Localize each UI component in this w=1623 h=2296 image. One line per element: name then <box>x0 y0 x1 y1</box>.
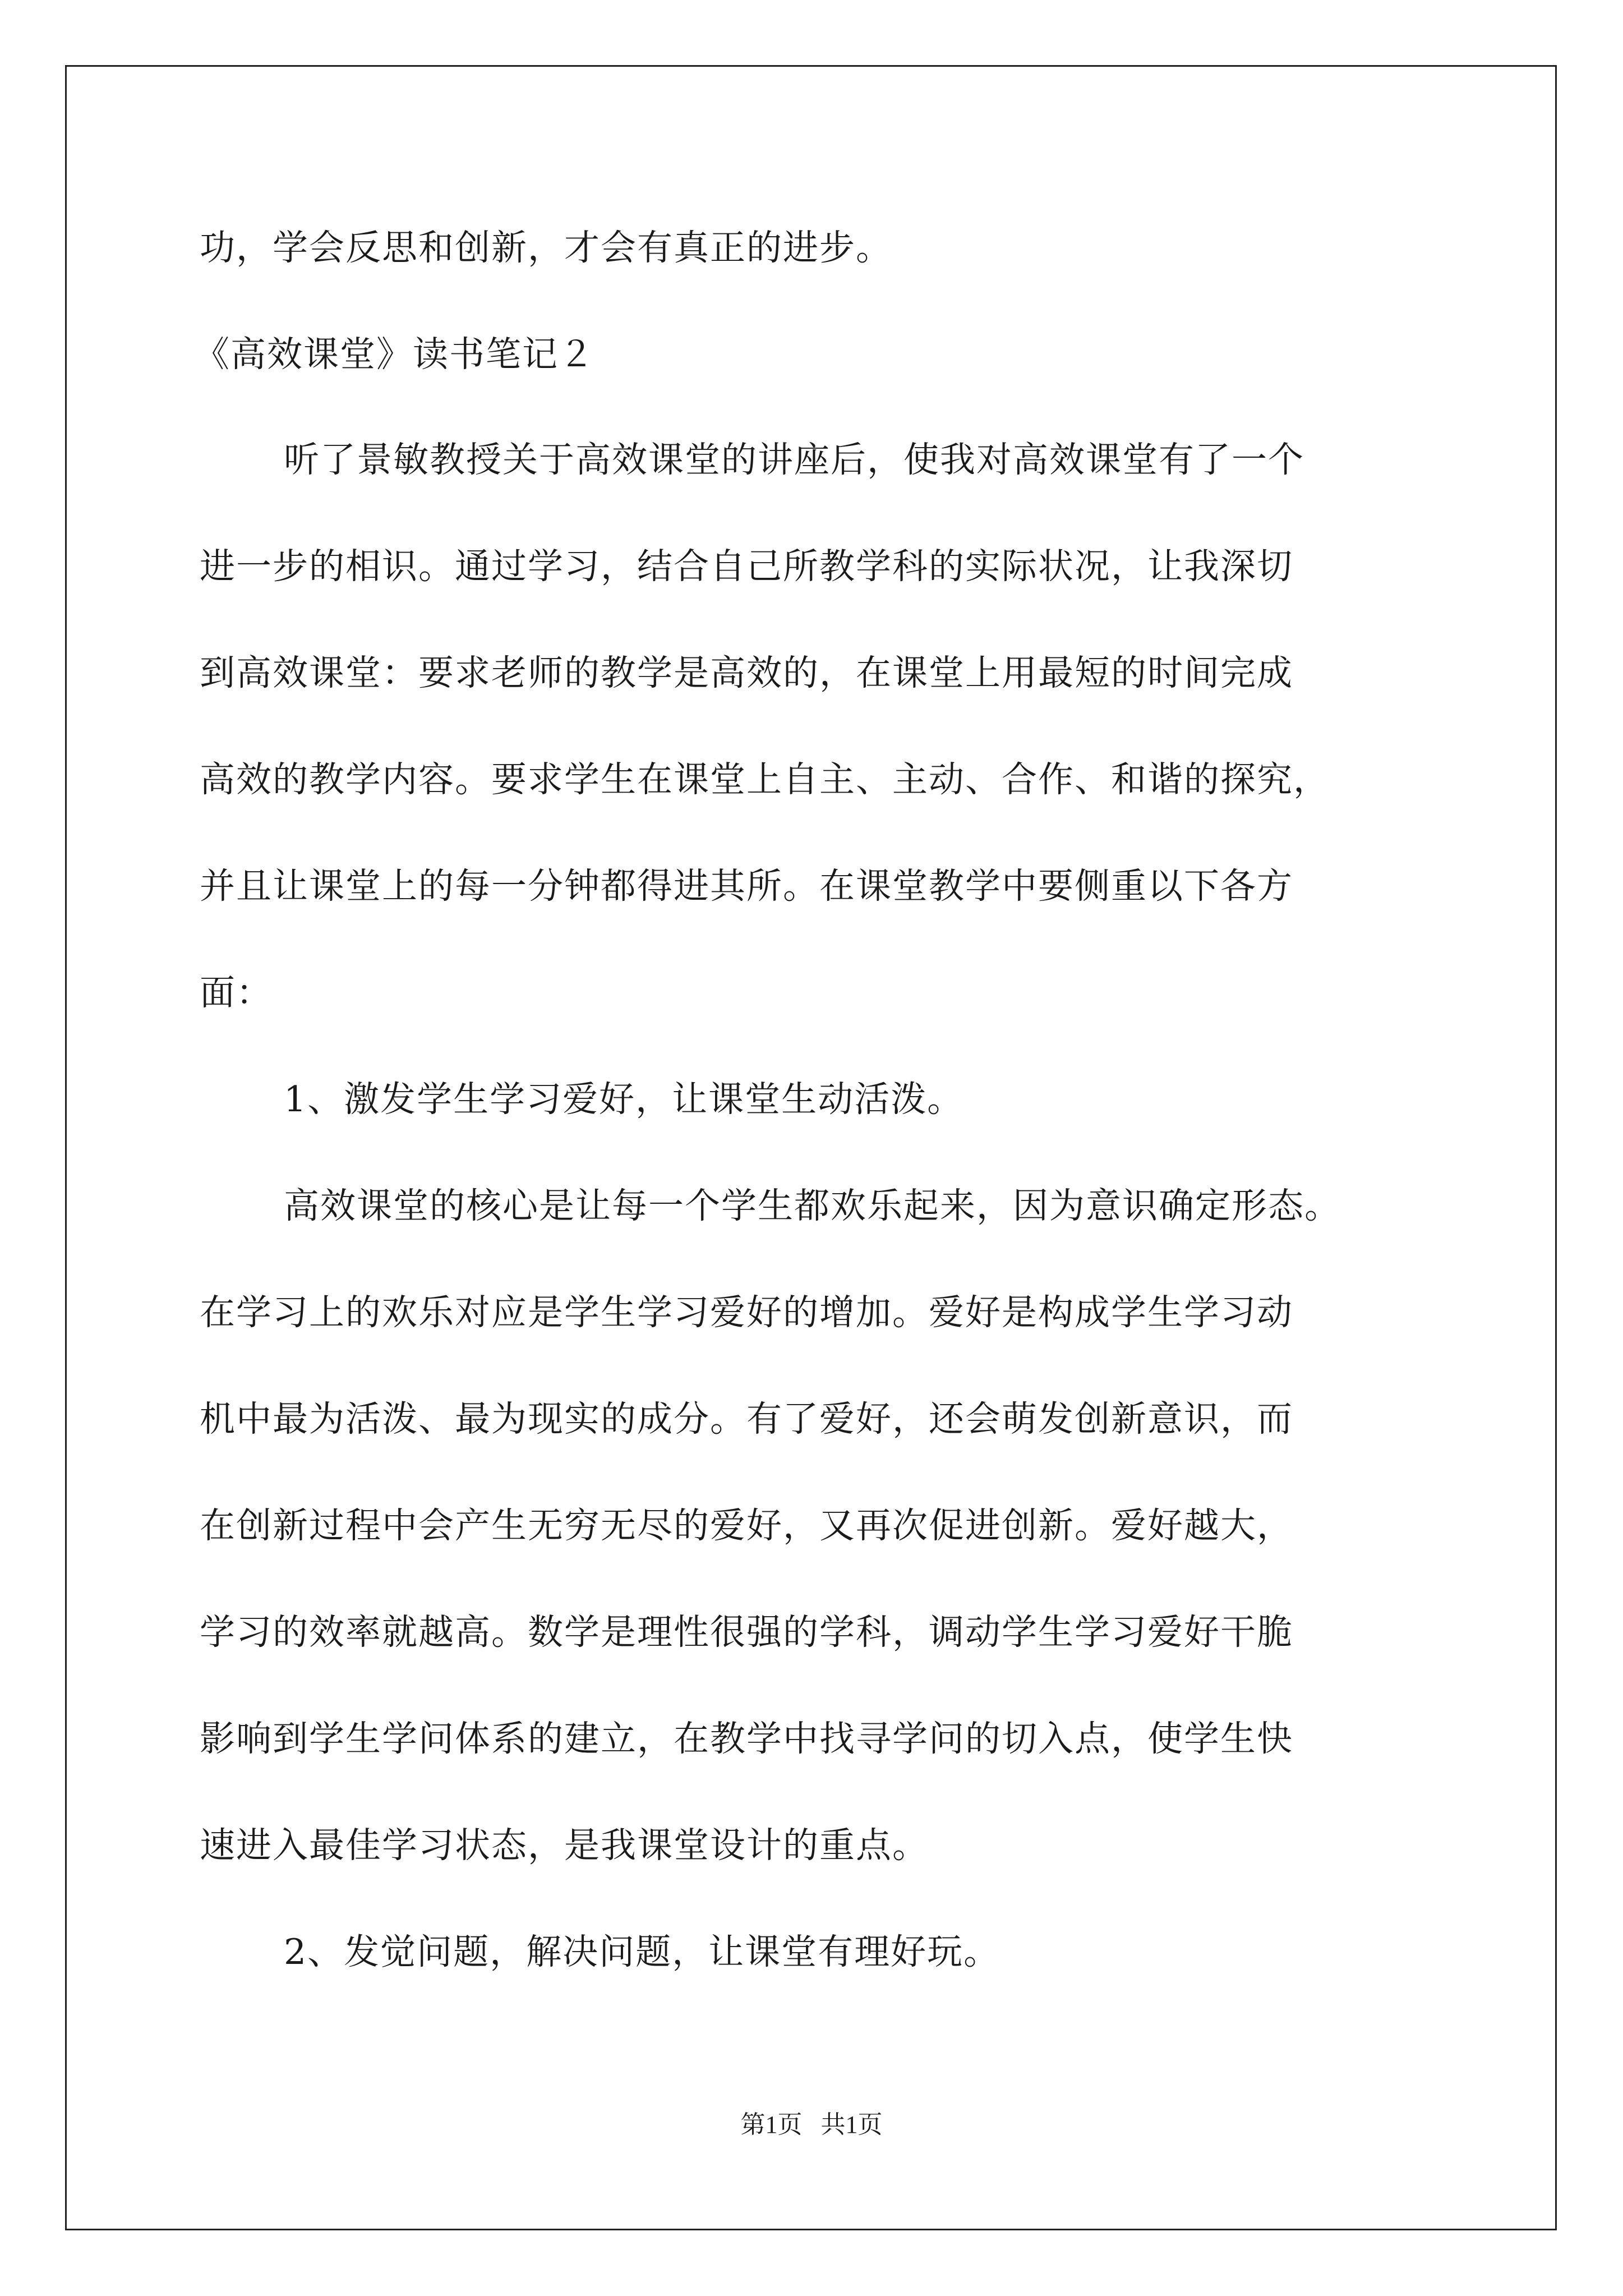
text-line: 学习的效率就越高。数学是理性很强的学科，调动学生学习爱好干脆 <box>200 1612 1293 1653</box>
text-line: 机中最为活泼、最为现实的成分。有了爱好，还会萌发创新意识，而 <box>200 1398 1293 1439</box>
text-line: 面： <box>200 972 273 1013</box>
text-line: 听了景敏教授关于高效课堂的讲座后，使我对高效课堂有了一个 <box>284 439 1304 480</box>
text-line: 高效课堂的核心是让每一个学生都欢乐起来，因为意识确定形态。 <box>284 1185 1341 1226</box>
text-line: 在创新过程中会产生无穷无尽的爱好，又再次促进创新。爱好越大， <box>200 1505 1293 1546</box>
section-heading: 《高效课堂》读书笔记２ <box>194 334 595 375</box>
text-line: 进一步的相识。通过学习，结合自己所教学科的实际状况，让我深切 <box>200 546 1293 587</box>
text-line: 影响到学生学问体系的建立，在教学中找寻学问的切入点，使学生快 <box>200 1718 1293 1759</box>
page-footer: 第1页 共1页 <box>740 2111 883 2138</box>
list-item: 1、激发学生学习爱好，让课堂生动活泼。 <box>284 1079 964 1120</box>
page-border <box>65 65 1557 2230</box>
text-line: 到高效课堂：要求老师的教学是高效的，在课堂上用最短的时间完成 <box>200 652 1293 693</box>
text-line: 高效的教学内容。要求学生在课堂上自主、主动、合作、和谐的探究， <box>200 759 1330 800</box>
list-item: 2、发觉问题，解决问题，让课堂有理好玩。 <box>284 1931 1000 1972</box>
text-line: 并且让课堂上的每一分钟都得进其所。在课堂教学中要侧重以下各方 <box>200 866 1293 907</box>
text-line: 功，学会反思和创新，才会有真正的进步。 <box>200 227 892 268</box>
text-line: 在学习上的欢乐对应是学生学习爱好的增加。爱好是构成学生学习动 <box>200 1292 1293 1333</box>
text-line: 速进入最佳学习状态，是我课堂设计的重点。 <box>200 1825 929 1866</box>
